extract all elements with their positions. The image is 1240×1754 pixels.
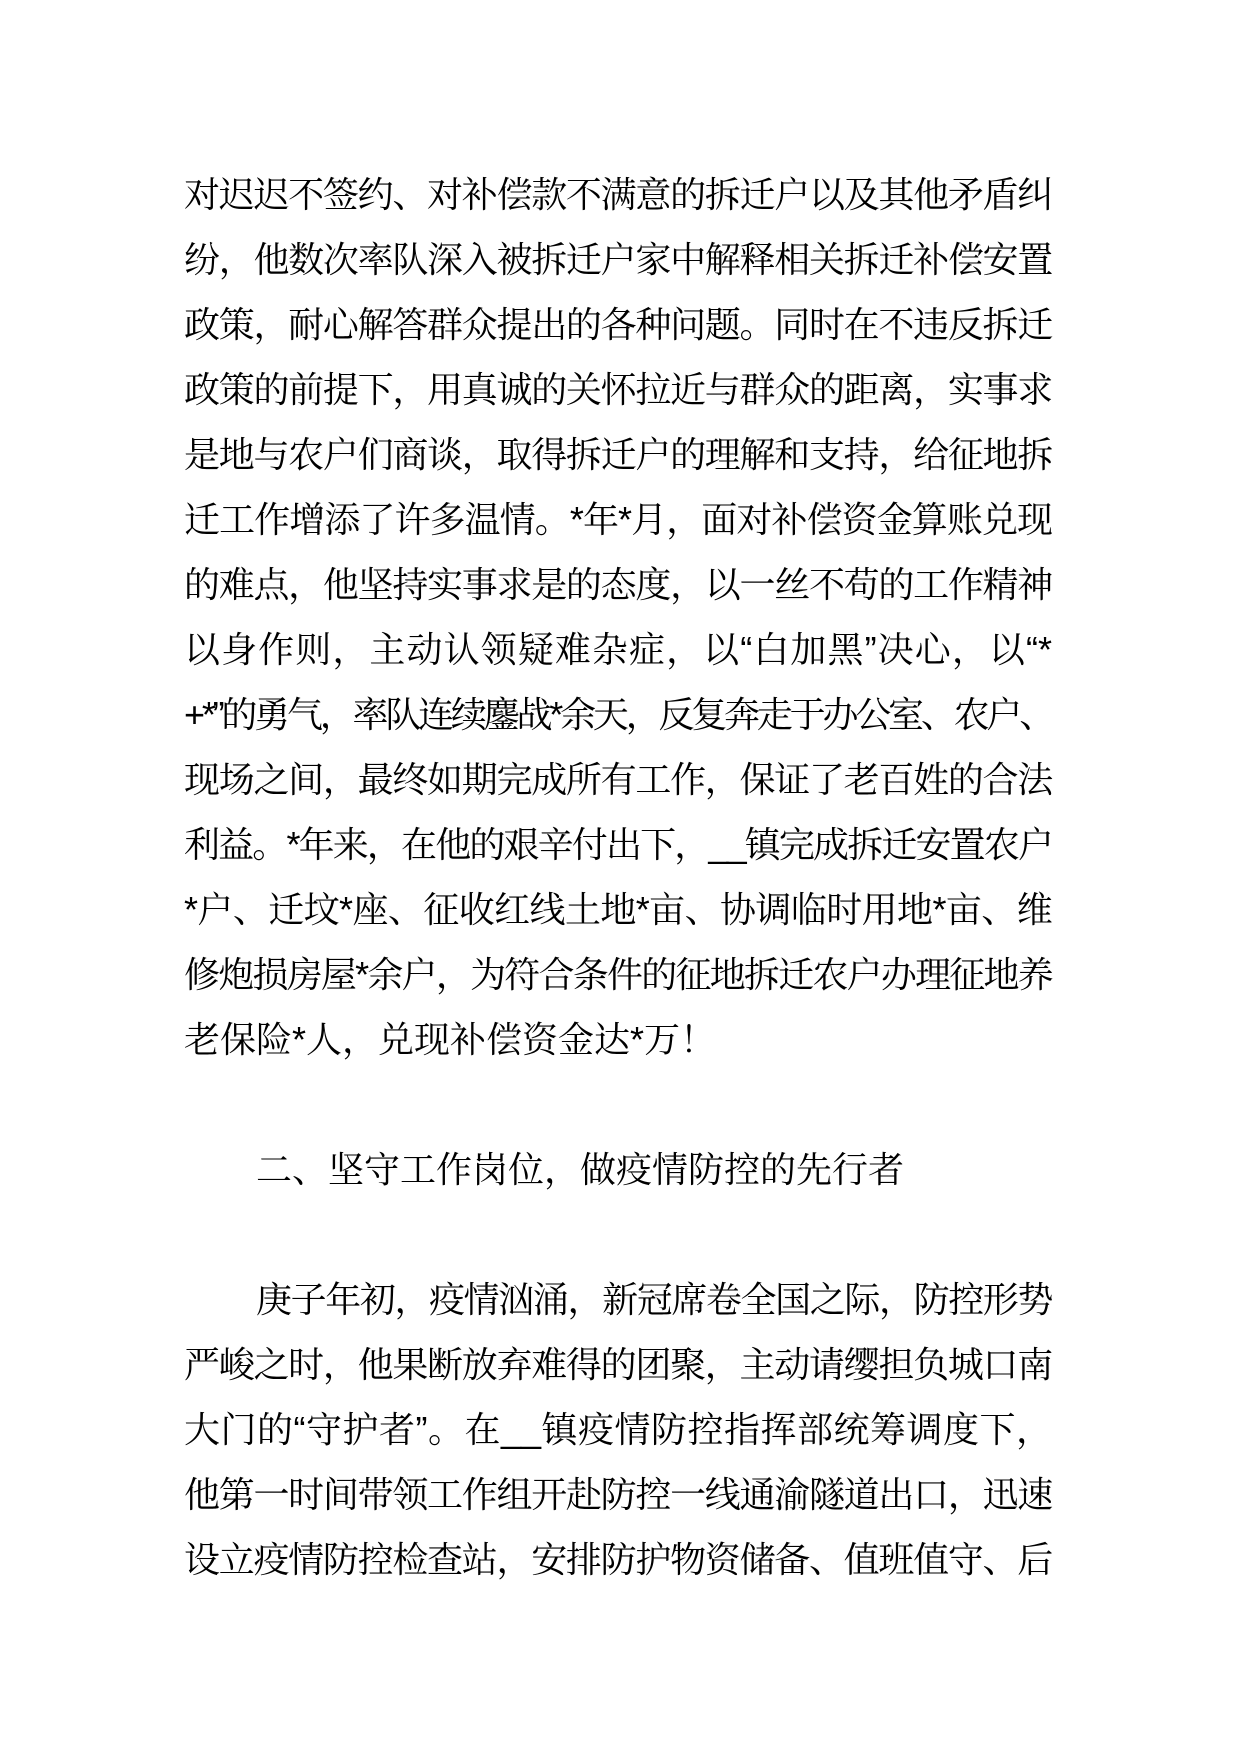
text-line: 修炮损房屋*余户，为符合条件的征地拆迁农户办理征地养 — [184, 954, 1052, 995]
text-line: 老保险*人，兑现补偿资金达*万！ — [184, 1019, 717, 1060]
text-line: 纷，他数次率队深入被拆迁户家中解释相关拆迁补偿安置 — [184, 239, 1053, 280]
text-line: 以身作则，主动认领疑难杂症，以“白加黑”决心，以“* — [184, 629, 1052, 670]
text-line: 他第一时间带领工作组开赴防控一线通渝隧道出口，迅速 — [184, 1474, 1053, 1515]
section-heading: 二、坚守工作岗位，做疫情防控的先行者 — [256, 1149, 905, 1190]
text-line: 严峻之时，他果断放弃难得的团聚，主动请缨担负城口南 — [184, 1344, 1053, 1385]
text-line: 对迟迟不签约、对补偿款不满意的拆迁户以及其他矛盾纠 — [184, 174, 1053, 215]
text-line: 大门的“守护者”。在__镇疫情防控指挥部统筹调度下， — [184, 1409, 1052, 1450]
document-content — [184, 162, 1052, 1592]
text-line: 的难点，他坚持实事求是的态度，以一丝不苟的工作精神 — [184, 564, 1053, 605]
text-line: 是地与农户们商谈，取得拆迁户的理解和支持，给征地拆 — [184, 434, 1053, 475]
paragraph-continuation — [184, 162, 1052, 1072]
paragraph-epidemic-control — [184, 1267, 1052, 1592]
text-line: +*”的勇气，率队连续鏖战*余天，反复奔走于办公室、农户、 — [184, 694, 1052, 735]
text-line: 迁工作增添了许多温情。*年*月，面对补偿资金算账兑现 — [184, 499, 1053, 540]
text-line: 利益。*年来，在他的艰辛付出下，__镇完成拆迁安置农户 — [184, 824, 1053, 865]
text-line: 现场之间，最终如期完成所有工作，保证了老百姓的合法 — [184, 759, 1053, 800]
text-line: *户、迁坟*座、征收红线土地*亩、协调临时用地*亩、维 — [184, 889, 1053, 930]
text-line: 庚子年初，疫情汹涌，新冠席卷全国之际，防控形势 — [256, 1279, 1053, 1320]
text-line: 政策的前提下，用真诚的关怀拉近与群众的距离，实事求 — [184, 369, 1053, 410]
text-line: 政策，耐心解答群众提出的各种问题。同时在不违反拆迁 — [184, 304, 1053, 345]
text-line: 设立疫情防控检查站，安排防护物资储备、值班值守、后 — [184, 1539, 1053, 1580]
